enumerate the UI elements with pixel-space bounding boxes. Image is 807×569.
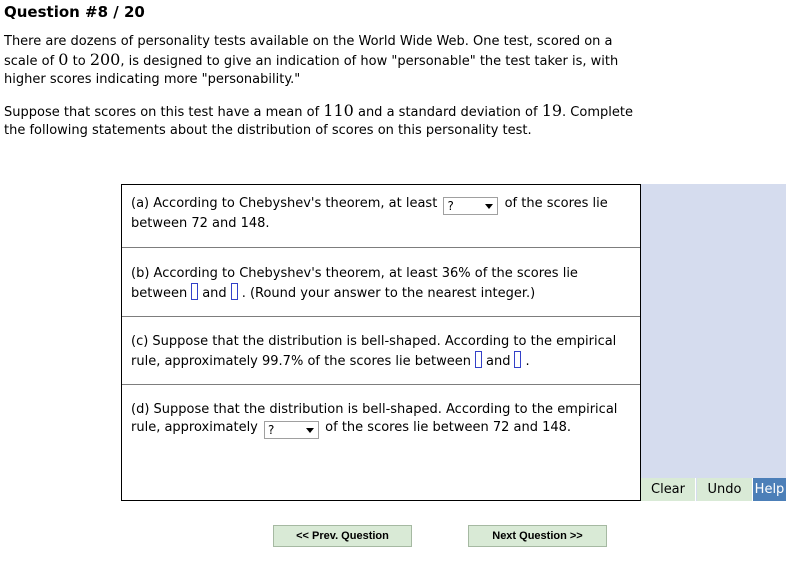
- intro-line: the following statements about the distribution of scores on this personality test.: [4, 123, 532, 138]
- mean-value: 110: [323, 101, 354, 120]
- intro-line: There are dozens of personality tests available on the World Wide Web. One test, scored on a: [4, 34, 613, 49]
- question-header: Question #8 / 20: [4, 3, 145, 21]
- scale-min: 0: [58, 50, 69, 69]
- next-question-button[interactable]: Next Question >>: [468, 525, 607, 547]
- intro-line: higher scores indicating more "personability.": [4, 72, 301, 87]
- part-c-line-2: rule, approximately 99.7% of the scores lie between and .: [131, 351, 631, 371]
- part-c-lower-input[interactable]: [475, 351, 482, 368]
- part-d: [122, 385, 640, 500]
- prev-question-button[interactable]: << Prev. Question: [273, 525, 412, 547]
- tool-sidebar: [641, 184, 786, 501]
- part-b-upper-input[interactable]: [231, 283, 238, 300]
- part-a: [122, 185, 640, 248]
- scale-max: 200: [89, 50, 121, 69]
- part-d-line-1: (d) Suppose that the distribution is bell-shaped. According to the empirical: [131, 402, 618, 417]
- sd-value: 19: [541, 101, 563, 120]
- intro-line: Suppose that scores on this test have a mean of 110 and a standard deviation of 19. Complete: [4, 101, 633, 120]
- part-b-line-2: between and . (Round your answer to the nearest integer.): [131, 283, 631, 303]
- intro-paragraph-1: [4, 33, 618, 89]
- part-a-line-1: (a) According to Chebyshev's theorem, at least ? of the scores lie: [131, 196, 608, 213]
- part-b-line-1: (b) According to Chebyshev's theorem, at least 36% of the scores lie: [131, 266, 578, 281]
- chevron-down-icon: [485, 204, 493, 209]
- clear-button[interactable]: Clear: [641, 478, 696, 501]
- intro-line: scale of 0 to 200, is designed to give an indication of how "personable" the test taker is, with: [4, 50, 619, 69]
- part-b: [122, 248, 640, 317]
- part-c-line-1: (c) Suppose that the distribution is bell-shaped. According to the empirical: [131, 334, 617, 349]
- undo-button[interactable]: Undo: [697, 478, 753, 501]
- chevron-down-icon: [306, 428, 314, 433]
- part-d-dropdown[interactable]: ?: [264, 421, 319, 439]
- part-c-upper-input[interactable]: [514, 351, 521, 368]
- answer-panel: [121, 184, 641, 501]
- part-c: [122, 317, 640, 385]
- part-d-line-2: rule, approximately ? of the scores lie between 72 and 148.: [131, 420, 572, 437]
- help-button[interactable]: Help: [753, 478, 786, 501]
- part-a-dropdown[interactable]: ?: [443, 197, 498, 215]
- part-b-lower-input[interactable]: [191, 283, 198, 300]
- intro-paragraph-2: [4, 102, 633, 140]
- part-a-line-2: between 72 and 148.: [131, 216, 270, 231]
